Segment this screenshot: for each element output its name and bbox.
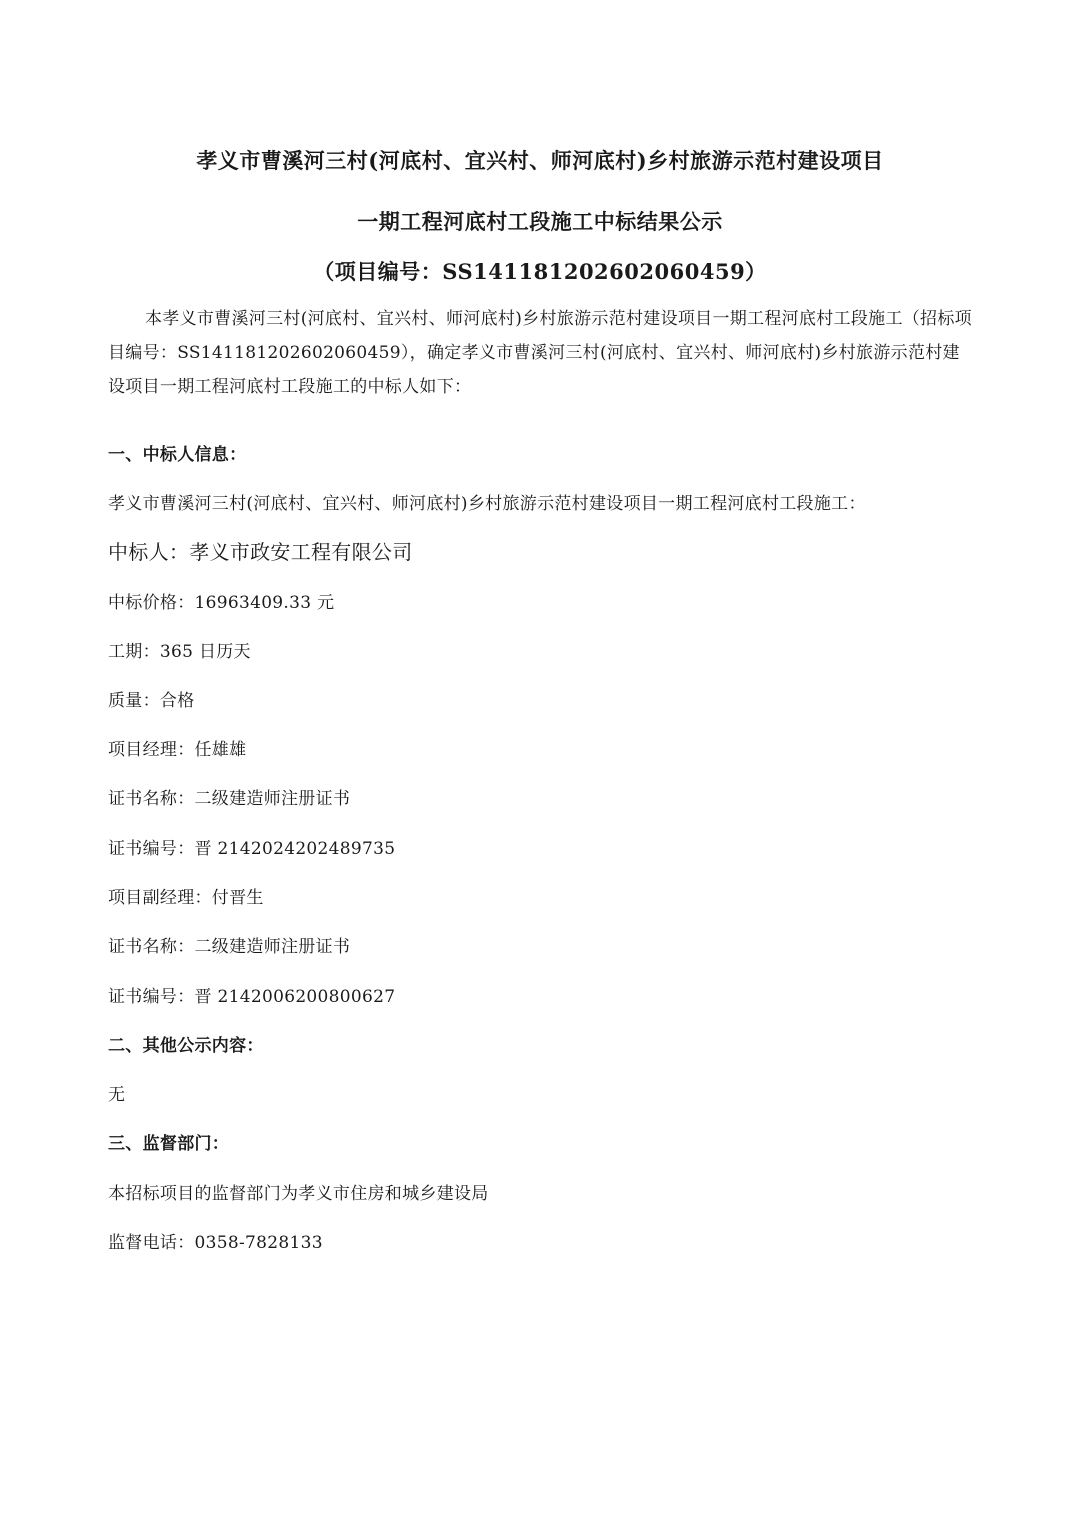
deputy-manager-line: 项目副经理：付晋生 xyxy=(108,888,264,908)
supervisor-line: 本招标项目的监督部门为孝义市住房和城乡建设局 xyxy=(108,1184,489,1204)
cert-number-line-1: 证书编号：晋 2142024202489735 xyxy=(108,839,396,859)
section1-project-name: 孝义市曹溪河三村(河底村、宜兴村、师河底村)乡村旅游示范村建设项目一期工程河底村工段施工： xyxy=(108,494,866,514)
project-number-title: （项目编号：SS141181202602060459） xyxy=(313,259,767,284)
intro-paragraph: 本孝义市曹溪河三村(河底村、宜兴村、师河底村)乡村旅游示范村建设项目一期工程河底村工段施工（招标项目编号：SS141181202602060459），确定孝义市曹溪河三村(河底村、宜兴村、师河底村)乡村旅游示范村建设项目一期工程河底村工段施工的中标人如下： xyxy=(108,309,972,397)
cert-name-line-1: 证书名称：二级建造师注册证书 xyxy=(108,789,351,809)
cert-name-line-2: 证书名称：二级建造师注册证书 xyxy=(108,937,351,957)
title-line-1: 孝义市曹溪河三村(河底村、宜兴村、师河底村)乡村旅游示范村建设项目 xyxy=(196,148,884,173)
winner-line: 中标人：孝义市政安工程有限公司 xyxy=(108,540,413,564)
section1-heading: 一、中标人信息： xyxy=(108,445,247,465)
phone-line: 监督电话：0358-7828133 xyxy=(108,1233,323,1253)
title-line-2: 一期工程河底村工段施工中标结果公示 xyxy=(357,209,723,234)
quality-line: 质量：合格 xyxy=(108,691,195,711)
duration-line: 工期：365 日历天 xyxy=(108,642,251,662)
section2-content: 无 xyxy=(108,1085,126,1105)
section2-heading: 二、其他公示内容： xyxy=(108,1036,264,1056)
manager-line: 项目经理：任雄雄 xyxy=(108,740,247,760)
section3-heading: 三、监督部门： xyxy=(108,1134,230,1154)
price-line: 中标价格：16963409.33 元 xyxy=(108,593,335,613)
cert-number-line-2: 证书编号：晋 2142006200800627 xyxy=(108,987,396,1007)
